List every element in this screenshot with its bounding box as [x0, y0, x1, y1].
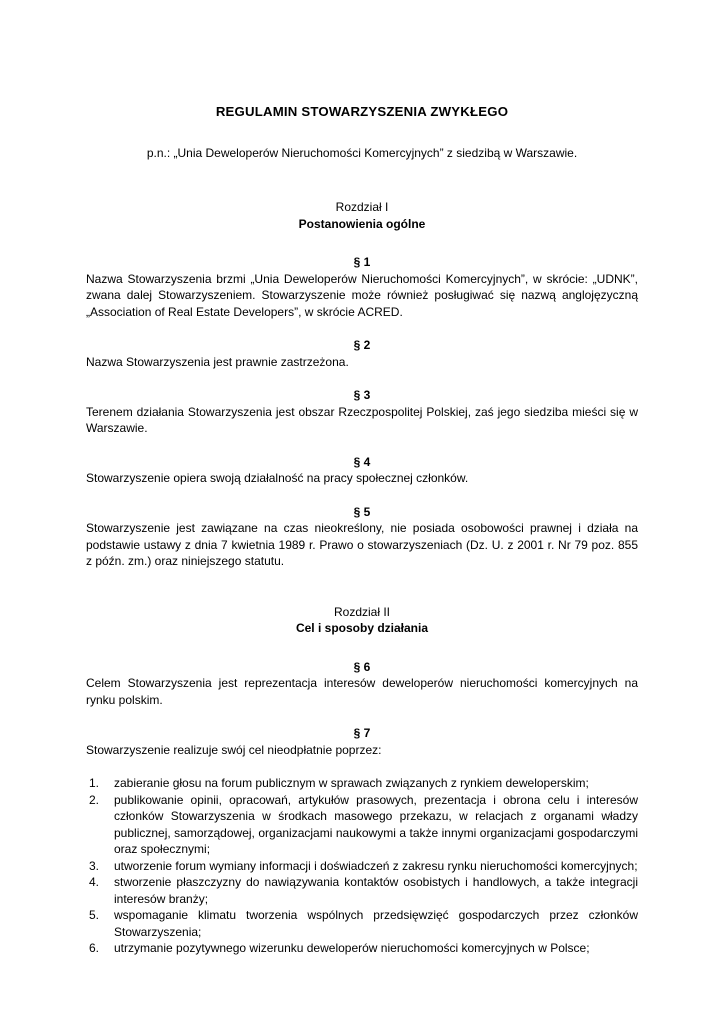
- list-item-text: utrzymanie pozytywnego wizerunku deweloperów nieruchomości komercyjnych w Polsce;: [114, 941, 590, 955]
- paragraph-5-text: Stowarzyszenie jest zawiązane na czas nieokreślony, nie posiada osobowości prawnej i działa na podstawie ustawy z dnia 7 kwietnia 1989 r. Prawo o stowarzyszeniach (Dz. U. z 2001 r. Nr 79 poz. 855 z późn. zm.) oraz niniejszego statutu.: [86, 521, 638, 568]
- list-item-text: stworzenie płaszczyzny do nawiązywania kontaktów osobistych i handlowych, a także integracji interesów branży;: [114, 875, 638, 906]
- list-item-number: 1.: [89, 776, 100, 790]
- means-list: [86, 775, 638, 957]
- list-item: [86, 940, 638, 957]
- paragraph-2-text: Nazwa Stowarzyszenia jest prawnie zastrzeżona.: [86, 354, 349, 369]
- list-item-text: zabieranie głosu na forum publicznym w sprawach związanych z rynkiem deweloperskim;: [114, 776, 589, 790]
- list-item: [86, 907, 638, 940]
- list-item: [86, 792, 638, 858]
- paragraph-3-text: Terenem działania Stowarzyszenia jest obszar Rzeczpospolitej Polskiej, zaś jego siedziba mieści się w Warszawie.: [86, 404, 638, 435]
- list-item-text: utworzenie forum wymiany informacji i doświadczeń z zakresu rynku nieruchomości komercyjnych;: [114, 858, 638, 873]
- list-item-number: 3.: [89, 858, 100, 873]
- list-item-text: publikowanie opinii, opracowań, artykułów prasowych, prezentacja i obrona celu i interesów członków Stowarzyszenia w środkach masowego przekazu, w relacjach z organami władzy publicznej, samorządowej, organizacjami naukowymi a także innymi organizacjami gospodarczymi oraz społecznymi;: [114, 792, 638, 856]
- chapter-1-label: Rozdział I: [335, 200, 389, 214]
- paragraph-1-text: Nazwa Stowarzyszenia brzmi „Unia Deweloperów Nieruchomości Komercyjnych”, w skrócie: „UDNK”, zwana dalej Stowarzyszeniem. Stowarzyszenie może również posługiwać się nazwą anglojęzyczną „Association of Real Estate Developers”, w skrócie ACRED.: [86, 271, 638, 319]
- list-item-number: 4.: [89, 875, 100, 889]
- chapter-1-name: Postanowienia ogólne: [298, 216, 426, 231]
- paragraph-3-mark: § 3: [353, 388, 371, 402]
- paragraph-7-mark: § 7: [353, 726, 371, 740]
- paragraph-6-mark: § 6: [353, 659, 371, 674]
- paragraph-1-mark: § 1: [353, 255, 371, 269]
- paragraph-4-text: Stowarzyszenie opiera swoją działalność na pracy społecznej członków.: [86, 471, 469, 485]
- document-subtitle: p.n.: „Unia Deweloperów Nieruchomości Komercyjnych” z siedzibą w Warszawie.: [146, 145, 578, 160]
- list-item-number: 5.: [89, 908, 100, 922]
- list-item-number: 2.: [89, 792, 100, 807]
- list-item: [86, 874, 638, 907]
- paragraph-4-mark: § 4: [353, 454, 371, 469]
- paragraph-7-intro: Stowarzyszenie realizuje swój cel nieodpłatnie poprzez:: [86, 742, 382, 757]
- list-item: [86, 858, 638, 875]
- list-item: [86, 775, 638, 792]
- list-item-text: wspomaganie klimatu tworzenia wspólnych przedsięwzięć gospodarczych przez członków Stowarzyszenia;: [114, 908, 638, 939]
- paragraph-2-mark: § 2: [353, 338, 371, 352]
- paragraph-5-mark: § 5: [353, 504, 371, 519]
- list-item-number: 6.: [89, 941, 100, 955]
- document-title: REGULAMIN STOWARZYSZENIA ZWYKŁEGO: [215, 104, 509, 119]
- chapter-2-name: Cel i sposoby działania: [295, 621, 429, 635]
- paragraph-6-text: Celem Stowarzyszenia jest reprezentacja interesów deweloperów nieruchomości komercyjnych na rynku polskim.: [86, 676, 638, 707]
- chapter-2-label: Rozdział II: [333, 604, 391, 619]
